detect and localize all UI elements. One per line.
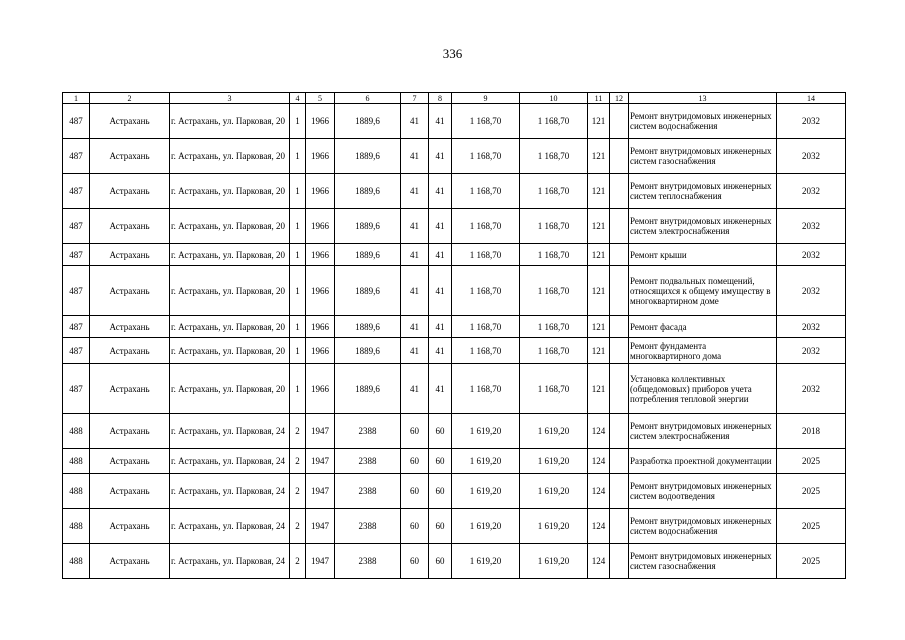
cell-col12 <box>610 414 629 449</box>
cell-col11: 121 <box>588 338 610 364</box>
cell-col12 <box>610 364 629 414</box>
cell-plan-year: 2032 <box>777 209 846 244</box>
cell-work-type: Ремонт внутридомовых инженерных систем электроснабжения <box>629 414 777 449</box>
cell-plan-year: 2032 <box>777 364 846 414</box>
cell-col7: 60 <box>401 474 429 509</box>
cell-col10: 1 168,70 <box>520 338 588 364</box>
cell-count: 1 <box>290 244 306 266</box>
cell-count: 1 <box>290 174 306 209</box>
cell-area: 2388 <box>335 474 401 509</box>
cell-area: 1889,6 <box>335 104 401 139</box>
cell-city: Астрахань <box>90 544 170 579</box>
column-header-col10: 10 <box>520 93 588 104</box>
cell-count: 2 <box>290 414 306 449</box>
cell-year: 1947 <box>306 414 335 449</box>
cell-col11: 124 <box>588 474 610 509</box>
cell-plan-year: 2032 <box>777 316 846 338</box>
cell-count: 1 <box>290 364 306 414</box>
cell-work-type: Ремонт внутридомовых инженерных систем водоотведения <box>629 474 777 509</box>
cell-work-type: Ремонт внутридомовых инженерных систем газоснабжения <box>629 139 777 174</box>
cell-city: Астрахань <box>90 509 170 544</box>
cell-count: 2 <box>290 509 306 544</box>
cell-col10: 1 168,70 <box>520 139 588 174</box>
cell-col7: 60 <box>401 544 429 579</box>
cell-col8: 60 <box>429 544 452 579</box>
cell-area: 2388 <box>335 544 401 579</box>
cell-count: 1 <box>290 316 306 338</box>
cell-col12 <box>610 544 629 579</box>
cell-col10: 1 619,20 <box>520 474 588 509</box>
cell-col12 <box>610 316 629 338</box>
cell-col7: 60 <box>401 449 429 474</box>
cell-col7: 60 <box>401 414 429 449</box>
cell-id: 487 <box>63 139 90 174</box>
cell-col12 <box>610 244 629 266</box>
cell-col9: 1 168,70 <box>452 139 520 174</box>
cell-address: г. Астрахань, ул. Парковая, 24 <box>170 414 290 449</box>
cell-city: Астрахань <box>90 139 170 174</box>
cell-area: 1889,6 <box>335 316 401 338</box>
cell-col9: 1 168,70 <box>452 104 520 139</box>
cell-col11: 121 <box>588 104 610 139</box>
cell-col7: 41 <box>401 209 429 244</box>
cell-col10: 1 168,70 <box>520 174 588 209</box>
cell-col7: 41 <box>401 139 429 174</box>
cell-address: г. Астрахань, ул. Парковая, 24 <box>170 449 290 474</box>
column-header-id: 1 <box>63 93 90 104</box>
table-row <box>63 364 846 414</box>
cell-id: 487 <box>63 266 90 316</box>
cell-col10: 1 168,70 <box>520 364 588 414</box>
cell-city: Астрахань <box>90 244 170 266</box>
cell-col12 <box>610 104 629 139</box>
cell-year: 1966 <box>306 209 335 244</box>
page-number: 336 <box>442 46 463 61</box>
cell-id: 487 <box>63 364 90 414</box>
cell-col7: 41 <box>401 104 429 139</box>
cell-area: 1889,6 <box>335 364 401 414</box>
cell-area: 1889,6 <box>335 338 401 364</box>
cell-city: Астрахань <box>90 338 170 364</box>
cell-plan-year: 2025 <box>777 509 846 544</box>
cell-col7: 41 <box>401 244 429 266</box>
cell-city: Астрахань <box>90 316 170 338</box>
cell-col8: 41 <box>429 104 452 139</box>
table-row <box>63 266 846 316</box>
cell-col9: 1 619,20 <box>452 509 520 544</box>
cell-city: Астрахань <box>90 209 170 244</box>
cell-col10: 1 168,70 <box>520 209 588 244</box>
cell-col8: 60 <box>429 474 452 509</box>
cell-year: 1966 <box>306 266 335 316</box>
cell-address: г. Астрахань, ул. Парковая, 20 <box>170 316 290 338</box>
cell-col12 <box>610 449 629 474</box>
column-header-address: 3 <box>170 93 290 104</box>
cell-col11: 121 <box>588 316 610 338</box>
cell-address: г. Астрахань, ул. Парковая, 20 <box>170 139 290 174</box>
cell-col8: 60 <box>429 449 452 474</box>
cell-id: 487 <box>63 244 90 266</box>
cell-col11: 124 <box>588 414 610 449</box>
column-header-col11: 11 <box>588 93 610 104</box>
repair-schedule-table <box>62 92 846 579</box>
cell-col9: 1 619,20 <box>452 544 520 579</box>
cell-city: Астрахань <box>90 104 170 139</box>
cell-col10: 1 619,20 <box>520 544 588 579</box>
cell-col9: 1 168,70 <box>452 338 520 364</box>
cell-col9: 1 168,70 <box>452 266 520 316</box>
cell-col10: 1 619,20 <box>520 449 588 474</box>
cell-work-type: Разработка проектной документации <box>629 449 777 474</box>
cell-count: 1 <box>290 104 306 139</box>
cell-col8: 41 <box>429 266 452 316</box>
cell-col11: 124 <box>588 544 610 579</box>
cell-work-type: Ремонт внутридомовых инженерных систем газоснабжения <box>629 544 777 579</box>
cell-plan-year: 2018 <box>777 414 846 449</box>
cell-col11: 121 <box>588 174 610 209</box>
table-row <box>63 244 846 266</box>
table-row <box>63 474 846 509</box>
cell-area: 1889,6 <box>335 266 401 316</box>
cell-col8: 41 <box>429 209 452 244</box>
column-header-plan-year: 14 <box>777 93 846 104</box>
cell-col8: 41 <box>429 316 452 338</box>
cell-count: 2 <box>290 544 306 579</box>
cell-year: 1947 <box>306 544 335 579</box>
cell-count: 2 <box>290 449 306 474</box>
cell-col12 <box>610 474 629 509</box>
cell-col11: 121 <box>588 139 610 174</box>
cell-year: 1966 <box>306 316 335 338</box>
cell-year: 1947 <box>306 509 335 544</box>
cell-work-type: Ремонт внутридомовых инженерных систем водоснабжения <box>629 509 777 544</box>
table-header <box>63 93 846 104</box>
cell-col7: 41 <box>401 364 429 414</box>
cell-col8: 60 <box>429 414 452 449</box>
cell-col8: 41 <box>429 338 452 364</box>
cell-id: 488 <box>63 414 90 449</box>
cell-col9: 1 168,70 <box>452 244 520 266</box>
cell-address: г. Астрахань, ул. Парковая, 20 <box>170 209 290 244</box>
cell-year: 1947 <box>306 449 335 474</box>
cell-col10: 1 168,70 <box>520 316 588 338</box>
cell-col12 <box>610 139 629 174</box>
cell-col7: 41 <box>401 338 429 364</box>
cell-col8: 41 <box>429 364 452 414</box>
cell-area: 2388 <box>335 509 401 544</box>
cell-col10: 1 168,70 <box>520 266 588 316</box>
cell-col8: 41 <box>429 139 452 174</box>
cell-col11: 124 <box>588 449 610 474</box>
cell-area: 2388 <box>335 414 401 449</box>
cell-plan-year: 2025 <box>777 449 846 474</box>
cell-city: Астрахань <box>90 266 170 316</box>
cell-work-type: Ремонт фасада <box>629 316 777 338</box>
cell-id: 488 <box>63 509 90 544</box>
column-header-count: 4 <box>290 93 306 104</box>
cell-plan-year: 2025 <box>777 544 846 579</box>
cell-area: 2388 <box>335 449 401 474</box>
cell-col11: 121 <box>588 266 610 316</box>
cell-id: 487 <box>63 338 90 364</box>
cell-address: г. Астрахань, ул. Парковая, 20 <box>170 244 290 266</box>
table-row <box>63 509 846 544</box>
cell-address: г. Астрахань, ул. Парковая, 20 <box>170 104 290 139</box>
cell-col8: 41 <box>429 244 452 266</box>
cell-plan-year: 2032 <box>777 104 846 139</box>
cell-col8: 60 <box>429 509 452 544</box>
cell-id: 488 <box>63 474 90 509</box>
cell-col12 <box>610 174 629 209</box>
cell-year: 1966 <box>306 174 335 209</box>
cell-col9: 1 619,20 <box>452 414 520 449</box>
cell-address: г. Астрахань, ул. Парковая, 20 <box>170 266 290 316</box>
cell-col9: 1 168,70 <box>452 364 520 414</box>
cell-col10: 1 168,70 <box>520 244 588 266</box>
cell-city: Астрахань <box>90 449 170 474</box>
cell-id: 487 <box>63 174 90 209</box>
cell-year: 1966 <box>306 244 335 266</box>
cell-year: 1947 <box>306 474 335 509</box>
cell-col12 <box>610 338 629 364</box>
cell-col10: 1 168,70 <box>520 104 588 139</box>
cell-year: 1966 <box>306 104 335 139</box>
cell-col9: 1 168,70 <box>452 316 520 338</box>
table-row <box>63 139 846 174</box>
cell-id: 487 <box>63 316 90 338</box>
table-body <box>63 104 846 579</box>
cell-col11: 121 <box>588 364 610 414</box>
cell-city: Астрахань <box>90 174 170 209</box>
table-row <box>63 338 846 364</box>
cell-work-type: Ремонт крыши <box>629 244 777 266</box>
table-row <box>63 104 846 139</box>
table-row <box>63 449 846 474</box>
cell-address: г. Астрахань, ул. Парковая, 20 <box>170 338 290 364</box>
cell-area: 1889,6 <box>335 244 401 266</box>
cell-area: 1889,6 <box>335 174 401 209</box>
cell-col9: 1 619,20 <box>452 449 520 474</box>
cell-work-type: Ремонт фундамента многоквартирного дома <box>629 338 777 364</box>
column-header-work-type: 13 <box>629 93 777 104</box>
cell-col8: 41 <box>429 174 452 209</box>
cell-plan-year: 2025 <box>777 474 846 509</box>
cell-plan-year: 2032 <box>777 266 846 316</box>
column-header-col12: 12 <box>610 93 629 104</box>
cell-plan-year: 2032 <box>777 244 846 266</box>
cell-work-type: Ремонт внутридомовых инженерных систем теплоснабжения <box>629 174 777 209</box>
cell-id: 487 <box>63 209 90 244</box>
cell-count: 2 <box>290 474 306 509</box>
cell-col12 <box>610 266 629 316</box>
cell-col11: 121 <box>588 244 610 266</box>
table-row <box>63 316 846 338</box>
cell-address: г. Астрахань, ул. Парковая, 24 <box>170 474 290 509</box>
cell-col7: 41 <box>401 316 429 338</box>
cell-count: 1 <box>290 139 306 174</box>
cell-work-type: Ремонт внутридомовых инженерных систем электроснабжения <box>629 209 777 244</box>
cell-count: 1 <box>290 209 306 244</box>
table-row <box>63 414 846 449</box>
column-header-col7: 7 <box>401 93 429 104</box>
cell-col12 <box>610 509 629 544</box>
cell-col9: 1 168,70 <box>452 174 520 209</box>
table-row <box>63 174 846 209</box>
cell-count: 1 <box>290 338 306 364</box>
header-row <box>63 93 846 104</box>
cell-work-type: Ремонт внутридомовых инженерных систем водоснабжения <box>629 104 777 139</box>
cell-work-type: Установка коллективных (общедомовых) приборов учета потребления тепловой энергии <box>629 364 777 414</box>
table-row <box>63 544 846 579</box>
column-header-city: 2 <box>90 93 170 104</box>
cell-city: Астрахань <box>90 364 170 414</box>
cell-city: Астрахань <box>90 474 170 509</box>
cell-plan-year: 2032 <box>777 139 846 174</box>
cell-plan-year: 2032 <box>777 174 846 209</box>
cell-id: 488 <box>63 544 90 579</box>
cell-col10: 1 619,20 <box>520 414 588 449</box>
cell-address: г. Астрахань, ул. Парковая, 20 <box>170 174 290 209</box>
cell-col9: 1 619,20 <box>452 474 520 509</box>
cell-city: Астрахань <box>90 414 170 449</box>
column-header-col9: 9 <box>452 93 520 104</box>
cell-col9: 1 168,70 <box>452 209 520 244</box>
cell-address: г. Астрахань, ул. Парковая, 20 <box>170 364 290 414</box>
cell-id: 488 <box>63 449 90 474</box>
cell-address: г. Астрахань, ул. Парковая, 24 <box>170 544 290 579</box>
cell-year: 1966 <box>306 364 335 414</box>
cell-col7: 41 <box>401 174 429 209</box>
cell-year: 1966 <box>306 338 335 364</box>
cell-col7: 41 <box>401 266 429 316</box>
cell-year: 1966 <box>306 139 335 174</box>
column-header-col8: 8 <box>429 93 452 104</box>
column-header-area: 6 <box>335 93 401 104</box>
column-header-year: 5 <box>306 93 335 104</box>
cell-address: г. Астрахань, ул. Парковая, 24 <box>170 509 290 544</box>
cell-col10: 1 619,20 <box>520 509 588 544</box>
cell-id: 487 <box>63 104 90 139</box>
cell-col7: 60 <box>401 509 429 544</box>
cell-work-type: Ремонт подвальных помещений, относящихся к общему имуществу в многоквартирном доме <box>629 266 777 316</box>
cell-col12 <box>610 209 629 244</box>
cell-count: 1 <box>290 266 306 316</box>
cell-col11: 124 <box>588 509 610 544</box>
cell-area: 1889,6 <box>335 209 401 244</box>
cell-plan-year: 2032 <box>777 338 846 364</box>
cell-col11: 121 <box>588 209 610 244</box>
table-row <box>63 209 846 244</box>
cell-area: 1889,6 <box>335 139 401 174</box>
